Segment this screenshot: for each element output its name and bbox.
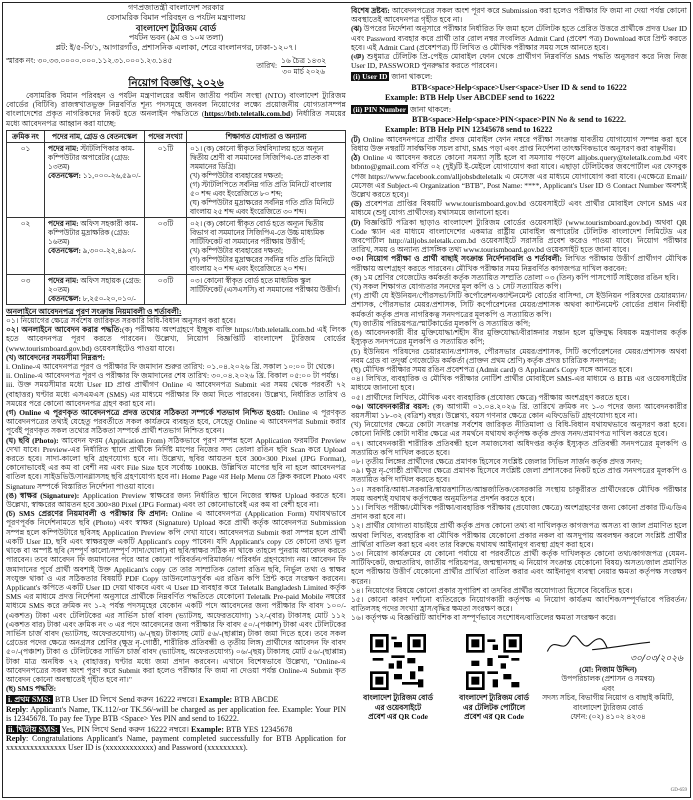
- date-block: [256, 56, 326, 76]
- instruction-paragraph: [351, 199, 687, 217]
- signatory-role: সদস্য সচিব, বিভাগীয় নিয়োগ ও বাছাই কমিটি,: [542, 693, 674, 703]
- scale-label: বেতনস্কেল:: [48, 293, 81, 303]
- instruction-lead: (গ) Online এ পূরণকৃত আবেদনপত্রে প্রদত্ত তথ্যের সঠিকতা সম্পর্কে শতভাগ নিশ্চিত হওয়া:: [6, 408, 286, 418]
- qualification-item: (ঘ) কম্পিউটার মুদ্রাক্ষরের সর্বনিম্ন গতি প্রতি মিনিটে বাংলায় ২৫ শব্দ এবং ইংরেজিতে ৩০ শব্দ।: [190, 197, 334, 216]
- intro-paragraph: [6, 91, 346, 128]
- section-heading: অনলাইনে আবেদনপত্র পূরণ সংক্রান্ত নিয়মাবলী ও শর্তাবলী:: [6, 306, 182, 316]
- qualification-item: ০১। (ক) কোনো স্বীকৃত বিশ্ববিদ্যালয় হতে অন্যূন দ্বিতীয় শ্রেণী বা সমমানের সিজিপিএ-তে স্নাতক বা সমমানের ডিগ্রি।: [190, 143, 329, 171]
- instruction-paragraph: [351, 135, 687, 153]
- instructions-list: [6, 316, 346, 693]
- apply-link[interactable]: https://btb.teletalk.com.bd: [204, 109, 291, 119]
- instruction-text: ১০। সরকারি/আধা-সরকারি/স্বায়ত্তশাসিত/আন্তর্জাতিক/বেসরকারি সংস্থায় চাকুরীরত প্রার্থীদেরকে মৌখিক পরীক্ষার সময় অবশ্যই যথাযথ কর্তৃপক্ষের অনুমতিপত্র প্রদর্শন করতে হবে।: [351, 484, 687, 503]
- instruction-text: ০১। নিয়োগের ক্ষেত্রে সর্বশেষ জারিকৃত সরকারি বিধি-বিধান অনুসরণ করা হবে।: [6, 316, 236, 326]
- date-gregorian: ৩০ মার্চ ২০২৬: [282, 66, 325, 76]
- instruction-text: (খ) নিয়োগের ক্ষেত্রে কোটা সংক্রান্ত সর্বশেষ জারিকৃত নীতিমালা ও বিধি-বিধান যথাযথভাবে অনুসরণ করা হবে। কোনো নির্দিষ্ট কোটা দাবীর ক্ষেত্রে এর সমর্থনে যথাযথ কর্তৃপক্ষ কর্তৃক প্রদত্ত সনদ/প্রমাণপত্র দাখিল করতে হবে।: [351, 420, 687, 439]
- instruction-text: ০৯। ক্ষুদ্র নৃ-গোষ্ঠী প্রার্থীদের ক্ষেত্রে প্রমাণক হিসেবে সংশ্লিষ্ট জেলা প্রশাসকের নিকট হতে প্রাপ্ত সনদপত্রের মূলকপি ও সত্যায়িত কপি দাখিল করতে হবে।: [351, 466, 687, 485]
- scale-label: বেতনস্কেল:: [48, 245, 81, 255]
- sms-step-label: i. প্রথম SMS:: [8, 695, 51, 705]
- instruction-paragraph: [351, 254, 687, 272]
- org-name: বাংলাদেশ ট্যুরিজম বোর্ড: [135, 23, 217, 33]
- instruction-lead: ০৩। নিয়োগ পরীক্ষা ও প্রার্থী বাছাই সংক্রান্ত নির্দেশনাবলি ও শর্তাবলী:: [351, 254, 562, 264]
- recovery-condition: জানা থাকলে:: [408, 104, 451, 114]
- qr-website[interactable]: [359, 634, 437, 722]
- instruction-text: ১৩। নিয়োগ কার্যক্রমের যে কোনো পর্যায়ে বা পরবর্তীতে প্রার্থী কর্তৃক দাখিলকৃত কোনো তথ্য/কাগজপত্র (যেমন-সার্টিফিকেট, জন্মতারিখ, জাতীয় পরিচয়পত্র, জন্মস্থানসহ এ নিয়োগ সংক্রান্ত যেকোনো বিষয়) অসত্য/জাল প্রমাণিত হলে পরীক্ষায় উত্তীর্ণ যেকোনো প্রার্থীর প্রার্থিতা বাতিল করার এবং আইনানুগ ব্যবস্থা নেয়ার ক্ষমতা কর্তৃপক্ষ সংরক্ষণ করেন।: [351, 548, 687, 586]
- reply-text: : Congratulations Applicant's Name, payment completed successfully for BTB Application for xxxxxxxxxxxxxxx User ID is (xxxxxxxxxxxx) and Password (xxxxxxxxx).: [6, 734, 346, 753]
- recovery-tag: (i) User ID: [353, 72, 388, 82]
- post-label: পদের নাম:: [48, 143, 79, 153]
- table-row: [7, 274, 346, 304]
- instruction-paragraph: [351, 586, 687, 595]
- ad-code: GD-659: [670, 788, 687, 793]
- recovery-condition: জানা থাকলে:: [389, 72, 433, 82]
- instruction-paragraph: [6, 408, 346, 436]
- qualification-cell: [187, 274, 346, 304]
- qualification-item: (খ) কম্পিউটার ব্যবহারের দক্ষতা;: [190, 245, 284, 255]
- instruction-paragraph: [6, 491, 346, 509]
- col-header-qualification: শিক্ষাগত যোগ্যতা ও অন্যান্য: [187, 130, 346, 142]
- instruction-text: আবেদন ফরম (Application From) সঠিকভাবে পূরণ সম্পন্ন হলে Application ফরমটির Preview দেখা যাবে। Preview-এর নির্ধারিত স্থানে প্রার্থীকে নির্দিষ্ট মাপের নিজের সদ্য তোলা রঙিন ছবি Scan করে Upload করতে হবে। সাদা-কালো ছবি গ্রহণযোগ্য হবে না। উল্লেখ্য, ছবির আয়তন হবে 300×300 Pixel (JPG Format), কোনোভাবেই এর কম বা বেশী নয় এবং File Size হবে সর্বোচ্চ 100KB. উল্লিখিত মাপের ছবি না হলে আবেদনপত্র বাতিল হবে। সাইডভিউ/সানগ্লাসসহ ছবি গ্রহণযোগ্য হবে না। Home Page এর Help Menu তে ক্লিক করলে Photo এবং Signature সম্পর্কে বিস্তারিত নির্দেশনা পাওয়া যাবে।: [6, 435, 346, 491]
- sms-step: [6, 695, 346, 704]
- instruction-lead: (ঢ): [351, 217, 361, 227]
- qualification-cell: [187, 142, 346, 217]
- col-header-post: পদের নাম, গ্রেড ও বেতনস্কেল: [45, 130, 145, 142]
- signatory-designation: উপপরিচালক (প্রশাসন ও সমন্বয়): [561, 674, 655, 684]
- instruction-paragraph: [351, 6, 687, 24]
- reply-label: Reply: [6, 704, 26, 714]
- recovery-label: [351, 105, 687, 114]
- building: পর্যটন ভবন (৯ম ও ১০ম তলা): [128, 33, 224, 42]
- instruction-text: Application Preview স্বাক্ষরের জন্য নির্ধারিত স্থানে নিজের স্বাক্ষর Upload করতে হবে। উল্লেখ্য, স্বাক্ষরের আয়তন হবে 300×80 Pixel (JPG Format) এবং তা কোনোভাবেই এর কম বা বেশী হবে না।: [6, 490, 346, 510]
- instruction-paragraph: [6, 380, 346, 408]
- recovery-sms: [351, 72, 687, 134]
- instruction-paragraph: [351, 549, 687, 586]
- instruction-lead: বিশেষ দ্রষ্টব্য:: [351, 6, 390, 15]
- instruction-text: ০৪। লিখিত, ব্যবহারিক ও মৌখিক পরীক্ষার নোটিশ প্রার্থীর মোবাইলে SMS-এর মাধ্যমে ও BTB এর ওয়েবসাইটের মাধ্যমে জানানো হবে।: [351, 374, 687, 393]
- recovery-label: [351, 72, 687, 81]
- instruction-text: (ক) পরীক্ষায় অংশগ্রহণে ইচ্ছুক ব্যক্তি https://btb.teletalk.com.bd এই লিংক হতে আবেদনপত্র পূরণ করতে পারবেন। উল্লেখ্য, নিয়োগ বিজ্ঞপ্তিটি বাংলাদেশ ট্যুরিজম বোর্ডের (www.tourismboard.gov.bd) ওয়েবসাইটেও পাওয়া যাবে।: [6, 325, 346, 353]
- recovery-command: BTB<space>Help<space>User<space>User ID & send to 16222: [411, 82, 627, 92]
- instruction-paragraph: [351, 282, 687, 291]
- instruction-lead: (ঝ): [351, 24, 362, 34]
- letterhead: [6, 3, 346, 53]
- example-value: BTB YES 12345678: [223, 724, 293, 734]
- pay-scale: ৮,২৫০-২০,০১০/-: [82, 293, 136, 303]
- instruction-text: বিজ্ঞপ্তিটি পত্রিকা ছাড়াও বাংলাদেশ ট্যুরিজম বোর্ডের ওয়েবসাইট (www.tourismboard.gov.bd) অথবা QR Code স্ক্যান এর মাধ্যমে বাংলাদেশের একমাত্র রাষ্ট্রীয় মোবাইল অপারেটর টেলিটক বাংলাদেশ লিমিটেড এর জবপোর্টাল http://alljobs.teletalk.com.bd ওয়েবসাইটে সরাসরি প্রবেশ করেও পাওয়া যাবে। নিয়োগ পরীক্ষার তারিখ, সময় ও অন্যান্য প্রাসঙ্গিক তথ্য www.tourismboard.gov.bd ওয়েবসাইট হতে জানা যাবে।: [351, 217, 687, 255]
- instruction-text: ০৮। তৃতীয় লিঙ্গের প্রার্থীদের ক্ষেত্রে প্রমাণক হিসেবে সংশ্লিষ্ট জেলার সিভিল সার্জন কর্তৃক প্রদত্ত সনদ;: [351, 456, 643, 466]
- instruction-paragraph: [6, 353, 346, 362]
- ministry-name: বেসামরিক বিমান পরিবহন ও পর্যটন মন্ত্রণালয়: [106, 13, 246, 22]
- post-count: ০৩টি: [145, 274, 187, 304]
- qr-teletalk-portal[interactable]: [455, 634, 533, 722]
- vacancy-table: [6, 130, 346, 305]
- instruction-text: ii. Online-এ আবেদনপত্র পূরণ ও পরীক্ষার ফি জমাদানের শেষ তারিখ: ৩০.০৪.২০২৬ খ্রি. বিকাল ০৫:০০ টা পর্যন্ত।: [6, 371, 339, 381]
- instruction-lead: (ঘ) ছবি (Photo):: [6, 435, 59, 445]
- instruction-text: iii. উক্ত সময়সীমার মধ্যে User ID প্রাপ্ত প্রার্থীগণ Online এ আবেদনপত্র Submit এর সময় থেকে পরবর্তী ৭২ (বাহাত্তর) ঘণ্টার মধ্যে এসএমএস (SMS) এর মাধ্যমে পরীক্ষার ফি জমা দিতে পারবেন। উল্লেখ্য, নির্ধারিত তারিখ ও সময়ের পরে কোনো আবেদনপত্র গ্রহণ করা হবে না।: [6, 380, 346, 408]
- pay-scale: ৯,৩০০-২২,৪৯০/-: [82, 245, 136, 255]
- instruction-lead: ০৬। আবেদনকারীর বয়স:: [351, 401, 430, 411]
- qualification-item: (খ) কম্পিউটার ব্যবহারের দক্ষতা;: [190, 170, 284, 180]
- instruction-text: ০৫। প্রার্থীদের লিখিত, মৌখিক এবং ব্যবহারিক (প্রযোজ্য ক্ষেত্রে) পরীক্ষায় অংশগ্রহণ করতে হবে।: [351, 392, 630, 402]
- signatory-name: (মো: নিজাম উদ্দিন): [579, 664, 637, 674]
- instruction-lead: (ঠ): [351, 153, 361, 163]
- instruction-text: (খ) সকল শিক্ষাগত যোগ্যতার সনদের মূল কপি ও ১ সেট সত্যায়িত কপি।: [351, 282, 562, 292]
- instruction-lead: (চ) SMS প্রেরণের নিয়মাবলী ও পরীক্ষার ফি প্রদান:: [6, 509, 169, 519]
- example-value: BTB ABCDE: [232, 695, 279, 705]
- job-circular-page: [2, 2, 691, 798]
- instruction-text: (ক) আগামী ০১.০৪.২০২৬ খ্রি. তারিখে ক্রমিক নং ১-৩ পদের জন্য আবেদনকারীর বয়সসীমা ১৮-৩২ (বত্রিশ) বছর। উল্লেখ্য, বয়স গণনার ক্ষেত্রে কোন এফিডেভিট গ্রহণযোগ্য হবে না।: [351, 401, 687, 420]
- pay-scale: ১১,০০০-২৬,৫৯০/-: [82, 170, 141, 180]
- recovery-example: Example: BTB Help PIN 12345678 send to 16222: [385, 124, 553, 134]
- instruction-lead: (ঞ): [351, 52, 365, 62]
- instruction-paragraph: [6, 436, 346, 491]
- instruction-text: উপরের নির্দেশনা অনুসারে পরীক্ষার নির্ধারিত ফি জমা হলে টেলিটক হতে প্রেরিত উত্তরে প্রার্থীকে প্রদত্ত User ID এবং Password ব্যবহার করে প্রার্থী তার রোল নম্বর সংবলিত Admit Card (প্রবেশ পত্র) Download করে প্রিন্ট করতে হবে। এই Admit Card (প্রবেশপত্র) টি লিখিত ও মৌখিক পরীক্ষার সময় সঙ্গে আনতে হবে।: [351, 24, 687, 52]
- instruction-lead: (ছ) SMS পদ্ধতি:: [6, 684, 57, 694]
- instruction-text: (চ) ইউনিয়ন পরিষদের চেয়ারম্যান/প্রশাসক, পৌরসভার মেয়র/প্রশাসক, সিটি কর্পোরেশনের মেয়র/প্রশাসক অথবা নবম গ্রেড বা তদূর্ধ্ব গেজেটেড কর্মকর্তা (প্রাক্তন প্রথম শ্রেণি) কর্তৃক প্রদত্ত চারিত্রিক সনদপত্র;: [351, 346, 687, 365]
- qr-caption: বাংলাদেশ ট্যুরিজম বোর্ড: [459, 693, 529, 703]
- instruction-lead: ০২। অনলাইনে আবেদন করার পদ্ধতি:: [6, 325, 122, 335]
- memo-number: স্মারক নং: ৩০.৩৩.০০০০.০০০.১১২.৩১.০০০১.২৩.১৪৫: [6, 56, 173, 65]
- instruction-paragraph: [351, 521, 687, 549]
- instruction-lead: (ড): [351, 199, 362, 209]
- instruction-text: (ছ) মৌখিক পরীক্ষার সময় রঙিন প্রবেশপত্র (Admit card) ও Applicant's Copy সঙ্গে আনতে হবে।: [351, 364, 633, 374]
- instruction-paragraph: [351, 466, 687, 484]
- qr-code-icon: [466, 634, 522, 690]
- table-row: [7, 217, 346, 274]
- date-bengali: ১৬ চৈত্র ১৪৩২: [281, 56, 326, 65]
- instruction-text: (ক) ১ম শ্রেণির গেজেটেড কর্মকর্তা কর্তৃক সত্যায়িত সম্প্রতি তোলা ০৩ (তিন) কপি পাসপোর্ট সাইজের রঙিন ছবি।: [351, 272, 679, 282]
- qr-caption: প্রবেশ এর QR Code: [464, 712, 524, 722]
- scale-label: বেতনস্কেল:: [48, 170, 81, 180]
- instruction-paragraph: [6, 362, 346, 371]
- reply-text: : Applicant's Name, TK.112/-or TK.56/-will be charged as per application fee. Example: Your PIN is 12345678. To pay fee Type BTB <Space> Yes PIN and send to 16222.: [6, 704, 346, 723]
- qualification-cell: [187, 217, 346, 274]
- signature-date: ৩০/০৩/২০২৬: [630, 654, 683, 665]
- instruction-text: Online এ আবেদনপত্র (Application Form) যথাযথভাবে পূরণপূর্বক নির্দেশনামতে ছবি (Photo) এবং স্বাক্ষর (Signature) Upload করে প্রার্থী কর্তৃক আবেদনপত্র Submission সম্পন্ন হলে কম্পিউটারে ছবিসহ Application Preview কপি দেখা যাবে। আবেদনপত্র Submit করা সম্পন্ন হলে প্রার্থী একটি User ID, ছবি এবং স্বাক্ষরযুক্ত একটি Applicant's copy পাবেন। যদি Applicant's copy তে কোনো তথ্য ভুল থাকে বা অস্পষ্ট ছবি (সম্পূর্ণ কালো/সম্পূর্ণ সাদা/ঘোলা) বা ছবি/স্বাক্ষর সঠিক না থাকে তাহলে পুনরায় আবেদন করতে পারবেন। তবে আবেদন ফি জমাদানের পরে আর কোনো পরিবর্তন/পরিমার্জন/ পরিবর্ধন গ্রহণযোগ্য নয়। আবেদন ফি জমাদানের পূর্বে প্রার্থী অবশ্যই উক্ত Applicant's copy তে তার সাম্প্রতিক তোলা রঙিন ছবি, নির্ভুল তথ্য ও স্বাক্ষর সংযুক্ত থাকা ও এর সঠিকতার বিষয়টি PDF Copy ডাউনলোডপূর্বক এর রঙিন কপি প্রিন্ট করে সংরক্ষণ করবেন। Applicant's কপিতে একটি User ID দেয়া থাকবে এবং এ User ID ব্যবহার করে Teletalk Bangladesh Limited কর্তৃক SMS এর মাধ্যমে প্রদত্ত নির্দেশনা অনুসারে প্রার্থীকে নিম্নবর্ণিত পদ্ধতিতে যেকোনো Teletalk Pre-paid Mobile নম্বরের মাধ্যমে SMS করে ক্রমিক নং ১-২ পর্যন্ত পদসমূহের যেকোন একটি পদে আবেদনের জন্য পরীক্ষার ফি বাবদ ১০০/-(একশত) টাকা এবং টেলিটকের এর সার্ভিস চার্জ বাবদ (ভ্যাটসহ, অফেরতযোগ্য) ১২/-(বার) টাকাসহ মোট ১১২ (একশত বার) টাকা এবং ক্রমিক নং ৩ এর পদে আবেদনের জন্য পরীক্ষার ফি বাবদ ৫০/-(পঞ্চাশ) টাকা এবং টেলিটকের সার্ভিস চার্জ বাবদ (ভ্যাটসহ, অফেরতযোগ্য) ৬/-(ছয়) টাকাসহ মোট ৫৬/-(ছাপ্পান্ন) টাকা জমা দিতে হবে। তবে সকল গ্রেডের পদের ক্ষেত্রে অনগ্রসর শ্রেণির (ক্ষুদ্র নৃ-গোষ্ঠী, শারীরিক প্রতিবন্ধী ও তৃতীয় লিঙ্গ) প্রার্থীদের আবেদন ফি বাবদ ৫০/-(পঞ্চাশ) টাকা ও টেলিটকের সার্ভিস চার্জ বাবদ (ভ্যাটসহ, অফেরতযোগ্য) ০৬/-(ছয়) টাকাসহ মোট ৫৬/-(ছাপ্পান্ন) টাকা মাত্র অনধিক ৭২ (বাহাত্তর) ঘণ্টার মধ্যে জমা প্রদান করবেন। এখানে বিশেষভাবে উল্লেখ্য, "Online-এ আবেদনপত্রের সকল অংশ পূরণ করে Submit করা হলেও পরীক্ষার ফি জমা না দেওয়া পর্যন্ত Online-এ Submit কৃত আবেদন কোনো অবস্থাতেই গৃহীত হবে না।": [6, 509, 346, 684]
- recovery-command: BTB<space>Help<space>PIN<space>PIN No & send to 16222.: [411, 114, 627, 124]
- instruction-lead: (খ) আবেদনের সময়সীমা নিম্নরূপ:: [6, 352, 106, 362]
- qualification-item: ০৩। কোনো স্বীকৃত বোর্ড হতে মাধ্যমিক স্কুল সার্টিফিকেট (এসএসসি) বা সমমানের পরীক্ষায় উত্তীর্ণ।: [190, 275, 340, 294]
- instruction-text: ১১। লিখিত পরীক্ষা/মৌখিক পরীক্ষা/ব্যবহারিক পরীক্ষায় (প্রযোজ্য ক্ষেত্রে) অংশগ্রহণের জন্য কোনো প্রকার টিএ/ডিএ প্রদান করা হবে না।: [351, 502, 687, 522]
- sms-step: [6, 725, 346, 734]
- post-cell: [45, 274, 145, 304]
- instruction-paragraph: [351, 503, 687, 521]
- qualification-item: ০২। (ক) কোনো স্বীকৃত বোর্ড হতে অন্যূন দ্বিতীয় বিভাগ বা সমমানের সিজিপিএ-তে উচ্চ মাধ্যমিক সার্টিফিকেট বা সমমানের পরীক্ষায় উত্তীর্ণ;: [190, 218, 325, 246]
- sms-step-text: BTB User ID লিখে Send করুন 16222 নম্বরে।: [52, 695, 200, 705]
- post-label: পদের নাম:: [48, 218, 79, 228]
- conditions-list: [351, 135, 687, 623]
- instruction-paragraph: [351, 402, 687, 420]
- signature-block: [533, 631, 683, 722]
- reply-label: Reply: [6, 734, 26, 744]
- sms-step-label: ii. দ্বিতীয় SMS:: [8, 724, 58, 734]
- govt-name: গণপ্রজাতন্ত্রী বাংলাদেশ সরকার: [127, 3, 225, 12]
- signatory-org: বাংলাদেশ ট্যুরিজম বোর্ড: [573, 702, 643, 712]
- post-name: অফিস সহকারী কাম-কম্পিউটার মুদ্রাক্ষরিক (গ্রেড: ১৬তম): [48, 218, 139, 246]
- table-row: [7, 142, 346, 217]
- example-label: Example:: [191, 724, 224, 734]
- instruction-paragraph: [351, 374, 687, 392]
- instruction-lead: (ট): [351, 134, 361, 144]
- instruction-paragraph: [351, 319, 687, 328]
- instruction-text: Online এ পূরণকৃত আবেদনপত্রের তথ্যই যেহেতু পরবর্তীতে সকল কার্যক্রমে ব্যবহৃত হবে, সেহেতু Online এ আবেদনপত্র Submit করার পূর্বেই পূরণকৃত সকল তথ্যের সঠিকতা সম্পর্কে প্রার্থী শতভাগ নিশ্চিত হবেন।: [6, 408, 347, 436]
- col-header-count: পদের সংখ্যা: [145, 130, 187, 142]
- instruction-paragraph: [351, 347, 687, 365]
- instruction-paragraph: [351, 273, 687, 282]
- post-cell: [45, 142, 145, 217]
- instruction-text: (গ) প্রার্থী যে ইউনিয়ন/পৌরসভা/সিটি কর্পোরেশন/ক্যান্টনমেন্ট বোর্ডের বাসিন্দা, সে ইউনিয়ন পরিষদের চেয়ারম্যান/প্রশাসক, পৌরসভার মেয়র/প্রশাসক, সিটি কর্পোরেশনের মেয়র/প্রশাসক অথবা ক্যান্টনমেন্ট বোর্ডের প্রধান নির্বাহী কর্মকর্তা কর্তৃক প্রদত্ত নাগরিকত্ব সনদপত্রের মূলকপি ও সত্যায়িত কপি।: [351, 291, 687, 319]
- serial-cell: ০১: [7, 142, 45, 217]
- left-column: [6, 3, 346, 794]
- intro-text: বেসামরিক বিমান পরিবহন ও পর্যটন মন্ত্রণালয়ের অধীন জাতীয় পর্যটন সংস্থা (NTO) বাংলাদেশ ট্যুরিজম বোর্ডের (বিটিবি) রাজস্বখাতভুক্ত নিম্নবর্ণিত শূন্য পদসমূহে জনবল নিয়োগের লক্ষ্যে প্রয়োজনীয় যোগ্যতাসম্পন্ন বাংলাদেশের প্রকৃত নাগরিকদের নিকট হতে অনলাইন পদ্ধতিতে (: [6, 91, 346, 119]
- page-title: নিয়োগ বিজ্ঞপ্তি, ২০২৬: [128, 78, 224, 89]
- instruction-text: আবেদনপত্রের সকল অংশ পূরণ করে Submission করা হলেও পরীক্ষার ফি জমা না দেয়া পর্যন্ত কোনো অবস্থাতেই আবেদনপত্র গৃহীত হবে না।: [351, 6, 687, 25]
- instruction-paragraph: [351, 457, 687, 466]
- instruction-text: ১৫। কোনো কারণ দর্শানো ব্যতিরেকে নিয়োগকারী কর্তৃপক্ষ এ নিয়োগ কার্যক্রম আংশিক/সম্পূর্ণভাবে পরিবর্তন/বাতিলসহ পদের সংখ্যা হ্রাস/বৃদ্ধির ক্ষমতা সংরক্ষণ করে।: [351, 594, 687, 614]
- signatory-phone: ফোন: (০২) ৪১০২ ৪২৩৪: [570, 712, 646, 722]
- instruction-text: ০৭। আবেদনকারী শারীরিক প্রতিবন্ধী হলে সমাজসেবা অধিদপ্তর কর্তৃক ইস্যুকৃত প্রতিবন্ধী সনদপত্রের মূলকপি ও সত্যায়িত কপি দাখিল করতে হবে।: [351, 438, 687, 457]
- col-header-serial: ক্রমিক নং: [7, 130, 45, 142]
- instruction-paragraph: [351, 420, 687, 438]
- post-count: ০৩টি: [145, 217, 187, 274]
- instruction-paragraph: [351, 485, 687, 503]
- serial-cell: ০৩: [7, 274, 45, 304]
- sms-reply: [6, 734, 346, 752]
- instruction-paragraph: [6, 509, 346, 684]
- instruction-text: i. Online-এ আবেদনপত্র পূরণ ও পরীক্ষার ফি জমাদান শুরুর তারিখ: ০১.০৪.২০২৬ খ্রি. সকাল ১০:০০ টা থেকে।: [6, 362, 335, 372]
- qr-codes: [359, 634, 533, 722]
- right-column: [351, 3, 687, 794]
- sms-instructions: [6, 695, 346, 752]
- instruction-text: Online আবেদনপত্রে প্রার্থীর প্রদত্ত মোবাইল ফোন নম্বরে পরীক্ষা সংক্রান্ত যাবতীয় যোগাযোগ সম্পন্ন করা হবে বিধায় উক্ত নম্বরটি সার্বক্ষণিক সচল রাখা, SMS পড়া এবং প্রাপ্ত নির্দেশনা তাৎক্ষণিকভাবে অনুসরণ করা বাঞ্ছনীয়।: [351, 134, 687, 154]
- instruction-paragraph: [351, 595, 687, 613]
- example-label: Example:: [199, 695, 233, 705]
- intro-text-end: ) নির্ধারিত সময়ের মধ্যে আবেদনপত্র আহ্বান করা যাচ্ছে:: [6, 109, 346, 128]
- memo-row: [6, 56, 346, 76]
- post-cell: [45, 217, 145, 274]
- instruction-paragraph: [351, 365, 687, 374]
- post-name: স্টাটলিপিকার কাম-কম্পিউটার অপারেটর (গ্রেড: ১৩তম): [48, 143, 135, 171]
- qualification-item: (গ) স্টাটলিপিতে সর্বনিম্ন গতি প্রতি মিনিটে বাংলায় ৫০ শব্দ এবং ইংরেজিতে ৮০ শব্দ;: [190, 179, 332, 198]
- qr-caption: এর টেলিটক পোর্টালে: [462, 702, 526, 712]
- instruction-text: ১৬। কর্তৃপক্ষ এ বিজ্ঞপ্তিটি আংশিক বা সম্পূর্ণভাবে সংশোধন/বাতিলের ক্ষমতা সংরক্ষণ করে।: [351, 613, 616, 623]
- instruction-paragraph: [351, 218, 687, 255]
- qualification-item: (গ) কম্পিউটার মুদ্রাক্ষরের সর্বনিম্ন গতি প্রতি মিনিটে বাংলায় ২০ শব্দ এবং ইংরেজিতে ২০ শব্দ।: [190, 254, 335, 273]
- post-count: ০১টি: [145, 142, 187, 217]
- serial-cell: ০২: [7, 217, 45, 274]
- instruction-paragraph: [351, 24, 687, 52]
- instruction-paragraph: [351, 52, 687, 70]
- signatory-and: এবং: [601, 683, 615, 693]
- qr-code-icon: [370, 634, 426, 690]
- instruction-text: (ঙ) আবেদনকারী বীর মুক্তিযোদ্ধা/শহীদ বীর মুক্তিযোদ্ধা/বীরাঙ্গনার সন্তান হলে মুক্তিযুদ্ধ বিষয়ক মন্ত্রণালয় কর্তৃক ইস্যুকৃত সনদপত্রের মূলকপি ও সত্যায়িত কপি;: [351, 328, 687, 347]
- instruction-paragraph: [6, 684, 346, 693]
- recovery-tag: (ii) PIN Number: [353, 104, 407, 114]
- instruction-text: Online এ আবেদন করতে কোনো সমস্যা সৃষ্টি হলে বা সমস্যায় পড়লে alljobs.query@teletalk.com.bd এবং btbnto@gmail.com বর্ণিত ০২ (দুই)টি ই-মেইলে যোগাযোগ করা যাবে। এছাড়া টেলিটকের জবপোর্টাল এর ফেসবুক পেজ https://www.facebook.com/alljobsbdteletalk এ মেসেজ এর মাধ্যমে যোগাযোগ করা যাবে। (এক্ষেত্রে Email/মেসেজ এর Subject-এ Organization “BTB”, Post Name: ****, Applicant's User ID ও Contact Number অবশ্যই উল্লেখ করতে হবে)।: [351, 153, 687, 200]
- instruction-paragraph: [6, 316, 346, 325]
- post-label: পদের নাম:: [48, 275, 79, 285]
- instruction-paragraph: [351, 439, 687, 457]
- qr-caption: প্রবেশ এর QR Code: [368, 712, 428, 722]
- footer-block: [351, 631, 687, 732]
- instruction-lead: (ঙ) স্বাক্ষর (Signature):: [6, 490, 80, 500]
- sms-step-text: Yes, PIN লিখে Send করুন 16222 নম্বরে।: [59, 724, 192, 734]
- instruction-text: ১৪। নিয়োগের বিষয়ে কোনো প্রকার সুপারিশ বা তদবির প্রার্থীর অযোগ্যতা হিসেবে বিবেচিত হবে।: [351, 585, 633, 595]
- instruction-paragraph: [6, 325, 346, 353]
- qr-caption: বাংলাদেশ ট্যুরিজম বোর্ড: [363, 693, 433, 703]
- instruction-text: লিখিত পরীক্ষায় উত্তীর্ণ প্রার্থীগণ মৌখিক পরীক্ষায় অংশগ্রহণ করতে পারবেন। মৌখিক পরীক্ষার সময় নিম্নবর্ণিত কাগজপত্র দাখিল করবেন:: [351, 254, 688, 273]
- date-label: তারিখ:: [256, 61, 278, 71]
- instruction-text: প্রবেশপত্র প্রাপ্তির বিষয়টি www.tourismboard.gov.bd ওয়েবসাইটে এবং প্রার্থীর মোবাইল ফোনে SMS এর মাধ্যমে (শুধু যোগ্য প্রার্থীদের) যথাসময়ে জানানো হবে।: [351, 199, 687, 218]
- recovery-example: Example: BTB Help User ABCDEF send to 16222: [385, 92, 555, 102]
- sms-reply: [6, 705, 346, 723]
- instruction-paragraph: [351, 291, 687, 319]
- instruction-paragraph: [351, 153, 687, 199]
- post-name: অফিস সহায়ক (গ্রেড: ২০তম): [48, 275, 141, 294]
- instruction-text: (ঘ) জাতীয় পরিচয়পত্র/স্মার্টকার্ডের মূলকপি ও সত্যায়িত কপি;: [351, 318, 531, 328]
- instruction-paragraph: [351, 393, 687, 402]
- instruction-paragraph: [351, 328, 687, 346]
- qr-caption: এর ওয়েবসাইটে: [374, 702, 422, 712]
- notes-top: [351, 6, 687, 70]
- instruction-text: ১২। প্রার্থীর যোগ্যতা যাচাইয়ে প্রার্থী কর্তৃক প্রদত্ত কোনো তথ্য বা দাখিলকৃত কাগজপত্র অসত্য বা জাল প্রমাণিত হলে অথবা লিখিত, ব্যবহারিক বা মৌখিক পরীক্ষায় যেকোনো প্রকার নকল বা অসদুপায় অবলম্বন করলে সংশ্লিষ্ট প্রার্থীর প্রার্থিতা বাতিল করা হবে এবং তার বিরুদ্ধে যথাযথ আইনানুগ ব্যবস্থা গ্রহণ করা হবে।: [351, 521, 687, 549]
- address: প্লট: ই/৫-সি/১, আগারগাঁও, প্রশাসনিক এলাকা, শেরে বাংলানগর, ঢাকা-১২০৭।: [55, 43, 297, 52]
- instruction-text: শুধুমাত্র টেলিটক প্রি-পেইড মোবাইল ফোন থেকে প্রার্থীগণ নিম্নবর্ণিত SMS পদ্ধতি অনুসরণ করে নিজ নিজ User ID, PASSWORD পুনরুদ্ধার করতে পারবেন।: [351, 52, 687, 71]
- instruction-paragraph: [351, 613, 687, 622]
